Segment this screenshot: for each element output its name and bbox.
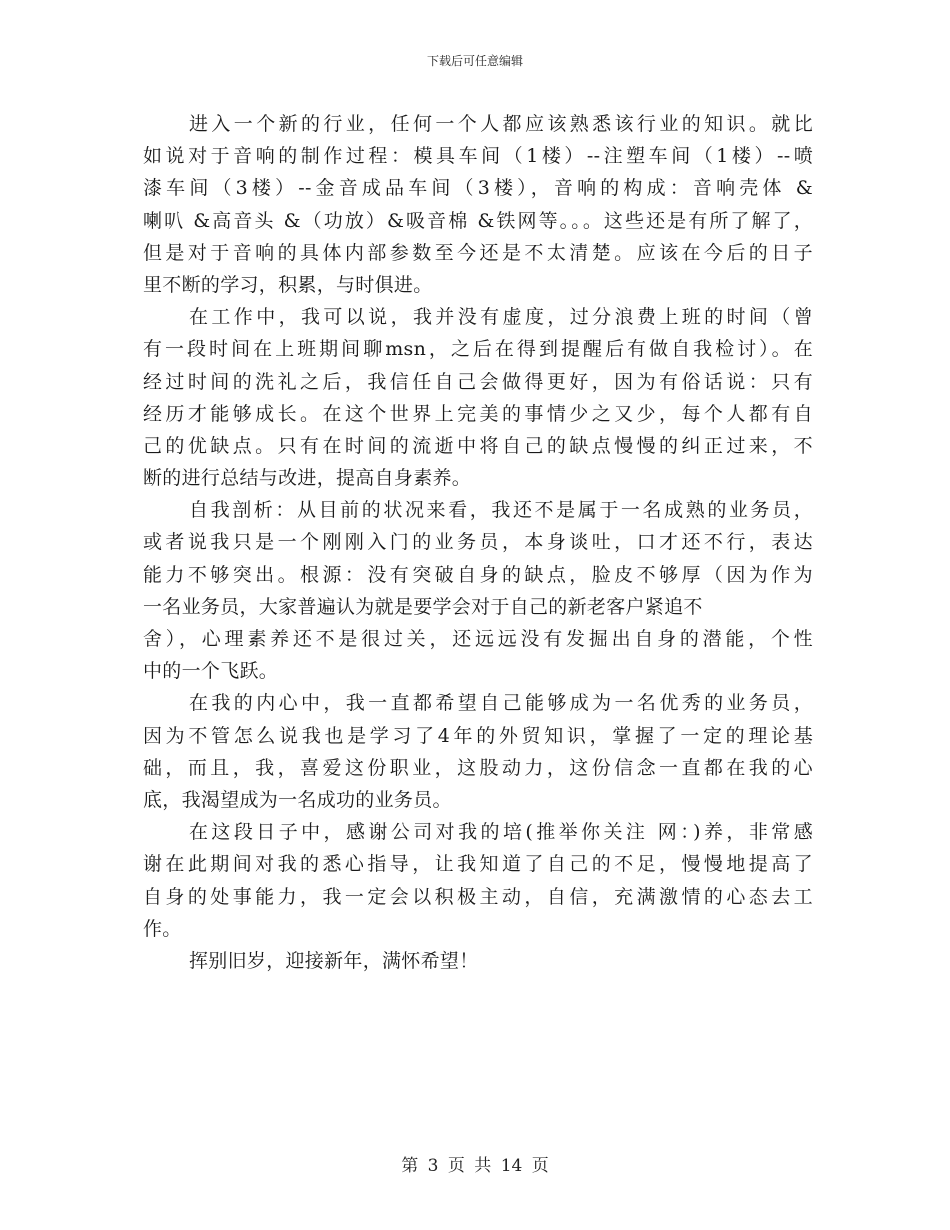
- text-line: 作。: [143, 917, 182, 940]
- text-line: 底，我渴望成为一名成功的业务员。: [143, 788, 452, 811]
- text-line: 有一段时间在上班期间聊msn，之后在得到提醒后有做自我检讨）。在: [143, 338, 813, 361]
- text-line: 如说对于音响的制作过程：模具车间（1楼）--注塑车间（1楼）--喷: [143, 145, 813, 168]
- text-line: 因为不管怎么说我也是学习了4年的外贸知识，掌握了一定的理论基: [143, 724, 813, 747]
- text-line: 谢在此期间对我的悉心指导，让我知道了自己的不足，慢慢地提高了: [143, 853, 813, 876]
- paragraph: [143, 108, 813, 301]
- text-line: 在工作中，我可以说，我并没有虚度，过分浪费上班的时间（曾: [189, 306, 813, 329]
- paragraph: [143, 301, 813, 494]
- text-line: 一名业务员，大家普遍认为就是要学会对于自己的新老客户紧追不: [143, 595, 703, 618]
- text-line: 己的优缺点。只有在时间的流逝中将自己的缺点慢慢的纠正过来，不: [143, 434, 813, 457]
- text-line: 或者说我只是一个刚刚入门的业务员，本身谈吐，口才还不行，表达: [143, 531, 813, 554]
- text-line: 断的进行总结与改进，提高自身素养。: [143, 467, 472, 490]
- text-line: 础，而且，我，喜爱这份职业，这股动力，这份信念一直都在我的心: [143, 756, 813, 779]
- text-line: 在这段日子中，感谢公司对我的培(推举你关注 网：)养，非常感: [189, 821, 813, 844]
- document-body: [143, 108, 813, 977]
- text-line: 能力不够突出。根源：没有突破自身的缺点，脸皮不够厚（因为作为: [143, 563, 813, 586]
- text-line: 中的一个飞跃。: [143, 660, 279, 683]
- page-header: 下载后可任意编辑: [426, 54, 523, 68]
- text-line: 自我剖析：从目前的状况来看，我还不是属于一名成熟的业务员，: [189, 499, 813, 522]
- text-line: 漆车间（3楼）--金音成品车间（3楼），音响的构成：音响壳体 &: [143, 177, 813, 200]
- text-line: 喇叭 &高音头 &（功放）&吸音棉 &铁网等。。。这些还是有所了解了，: [143, 209, 813, 232]
- text-line: 进入一个新的行业，任何一个人都应该熟悉该行业的知识。就比: [189, 113, 813, 135]
- text-line: 经历才能够成长。在这个世界上完美的事情少之又少，每个人都有自: [143, 402, 813, 425]
- text-line: 经过时间的洗礼之后，我信任自己会做得更好，因为有俗话说：只有: [143, 370, 813, 393]
- text-line: 里不断的学习，积累，与时俱进。: [143, 273, 433, 296]
- text-line: 挥别旧岁，迎接新年，满怀希望！: [189, 949, 479, 972]
- text-line: 自身的处事能力，我一定会以积极主动，自信，充满激情的心态去工: [143, 885, 813, 908]
- paragraph: [143, 945, 813, 977]
- paragraph: [143, 494, 813, 687]
- text-line: 在我的内心中，我一直都希望自己能够成为一名优秀的业务员，: [189, 692, 813, 715]
- text-line: 但是对于音响的具体内部参数至今还是不太清楚。应该在今后的日子: [143, 241, 813, 264]
- text-line: 舍），心理素养还不是很过关，还远远没有发掘出自身的潜能，个性: [143, 628, 813, 650]
- page-number: 第 3 页 共 14 页: [401, 1156, 549, 1176]
- paragraph: [143, 687, 813, 816]
- paragraph: [143, 816, 813, 945]
